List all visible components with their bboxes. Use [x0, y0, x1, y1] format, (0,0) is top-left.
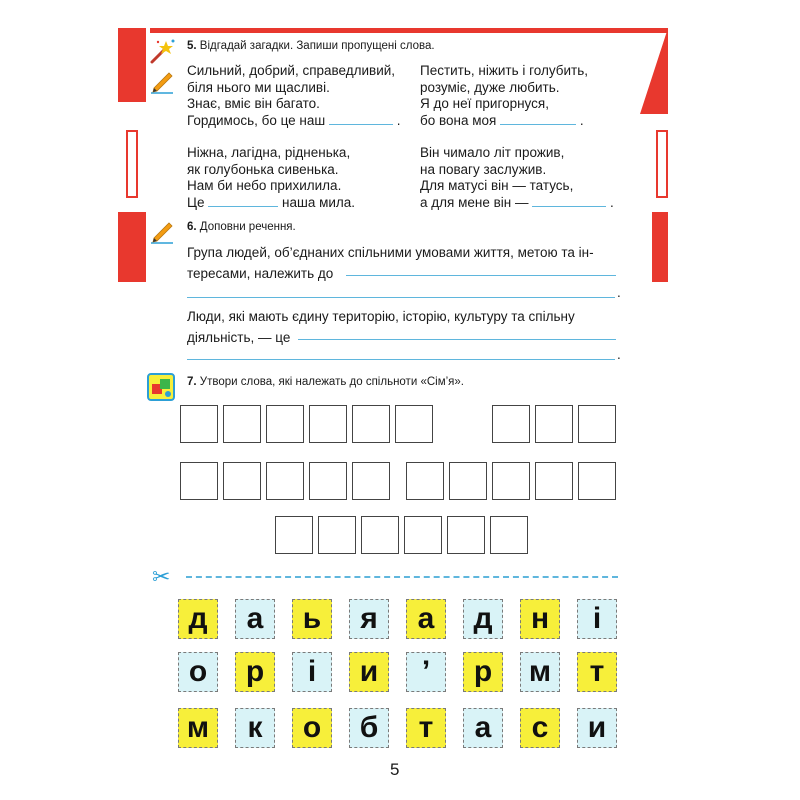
- answer-blank[interactable]: [500, 115, 576, 125]
- letter-box[interactable]: [395, 405, 433, 443]
- letter-box[interactable]: [492, 405, 530, 443]
- letter-box[interactable]: [223, 462, 261, 500]
- letter-box[interactable]: [406, 462, 444, 500]
- task-6-heading: 6. Доповни речення.: [187, 221, 296, 233]
- right-red-triangle: [640, 28, 668, 114]
- scissors-icon: ✂: [152, 564, 171, 589]
- pencil-icon: [148, 218, 176, 246]
- top-red-stripe: [150, 28, 668, 33]
- period: .: [617, 285, 621, 300]
- letter-box[interactable]: [535, 405, 573, 443]
- letter-card[interactable]: б: [349, 708, 389, 748]
- letter-card[interactable]: д: [178, 599, 218, 639]
- letter-card[interactable]: о: [292, 708, 332, 748]
- right-red-tab-lower: [652, 212, 668, 282]
- letter-box[interactable]: [490, 516, 528, 554]
- letter-box[interactable]: [309, 405, 347, 443]
- letter-card[interactable]: м: [520, 652, 560, 692]
- letter-box[interactable]: [578, 405, 616, 443]
- letter-card[interactable]: д: [463, 599, 503, 639]
- letter-card[interactable]: р: [463, 652, 503, 692]
- letter-card[interactable]: а: [406, 599, 446, 639]
- letter-card[interactable]: і: [577, 599, 617, 639]
- answer-line[interactable]: [298, 339, 616, 340]
- cut-line: [186, 576, 618, 578]
- period: .: [617, 347, 621, 362]
- letter-box[interactable]: [578, 462, 616, 500]
- answer-blank[interactable]: [329, 115, 393, 125]
- letter-card[interactable]: і: [292, 652, 332, 692]
- letter-card[interactable]: я: [349, 599, 389, 639]
- answer-line[interactable]: [187, 297, 615, 298]
- letter-box[interactable]: [449, 462, 487, 500]
- left-red-tab-lower: [118, 212, 146, 282]
- magic-wand-icon: [148, 38, 176, 66]
- letter-card[interactable]: и: [577, 708, 617, 748]
- letter-card[interactable]: т: [406, 708, 446, 748]
- letter-box[interactable]: [404, 516, 442, 554]
- letter-card[interactable]: а: [235, 599, 275, 639]
- letter-box[interactable]: [318, 516, 356, 554]
- letter-card[interactable]: и: [349, 652, 389, 692]
- letter-box[interactable]: [361, 516, 399, 554]
- letter-box[interactable]: [535, 462, 573, 500]
- letter-box[interactable]: [266, 405, 304, 443]
- letter-card[interactable]: ’: [406, 652, 446, 692]
- page-number: 5: [390, 760, 400, 779]
- letter-card[interactable]: н: [520, 599, 560, 639]
- answer-line[interactable]: [187, 359, 615, 360]
- letter-card[interactable]: т: [577, 652, 617, 692]
- letter-box[interactable]: [180, 405, 218, 443]
- letter-box[interactable]: [180, 462, 218, 500]
- letter-card[interactable]: м: [178, 708, 218, 748]
- task-7-heading: 7. Утвори слова, які належать до спільноти «Сім’я».: [187, 376, 464, 388]
- left-red-outline-tab: [126, 130, 138, 198]
- pencil-icon: [148, 68, 176, 96]
- riddle-2: Пестить, ніжить і голубить, розуміє, дуже любить. Я до неї пригорнуся, бо вона моя .: [420, 63, 589, 128]
- left-red-tab: [118, 28, 146, 102]
- answer-blank[interactable]: [532, 197, 606, 207]
- letter-box[interactable]: [309, 462, 347, 500]
- letter-box[interactable]: [352, 462, 390, 500]
- riddle-3: Ніжна, лагідна, рідненька, як голубонька сивенька. Нам би небо прихилила. Це наша мила.: [187, 145, 356, 210]
- letter-card[interactable]: а: [463, 708, 503, 748]
- sentence-1: Група людей, об’єднаних спільними умовами життя, метою та ін- тересами, належить до: [187, 245, 594, 281]
- letter-box[interactable]: [492, 462, 530, 500]
- answer-blank[interactable]: [208, 197, 278, 207]
- letter-cubes-icon: [146, 372, 176, 402]
- letter-box[interactable]: [275, 516, 313, 554]
- riddle-1: Сильний, добрий, справедливий, біля нього ми щасливі. Знає, вміє він багато. Гордимось, бо це наш .: [187, 63, 401, 128]
- letter-box[interactable]: [447, 516, 485, 554]
- riddle-4: Він чимало літ прожив, на повагу заслужив. Для матусі він — татусь, а для мене він — .: [420, 145, 614, 210]
- letter-card[interactable]: ь: [292, 599, 332, 639]
- task-5-heading: 5. Відгадай загадки. Запиши пропущені слова.: [187, 40, 435, 52]
- letter-box[interactable]: [223, 405, 261, 443]
- letter-box[interactable]: [352, 405, 390, 443]
- letter-card[interactable]: о: [178, 652, 218, 692]
- letter-card[interactable]: к: [235, 708, 275, 748]
- sentence-2: Люди, які мають єдину територію, історію, культуру та спільну діяльність, — це: [187, 309, 575, 345]
- letter-box[interactable]: [266, 462, 304, 500]
- letter-card[interactable]: с: [520, 708, 560, 748]
- letter-card[interactable]: р: [235, 652, 275, 692]
- answer-line[interactable]: [346, 275, 616, 276]
- right-red-outline-tab: [656, 130, 668, 198]
